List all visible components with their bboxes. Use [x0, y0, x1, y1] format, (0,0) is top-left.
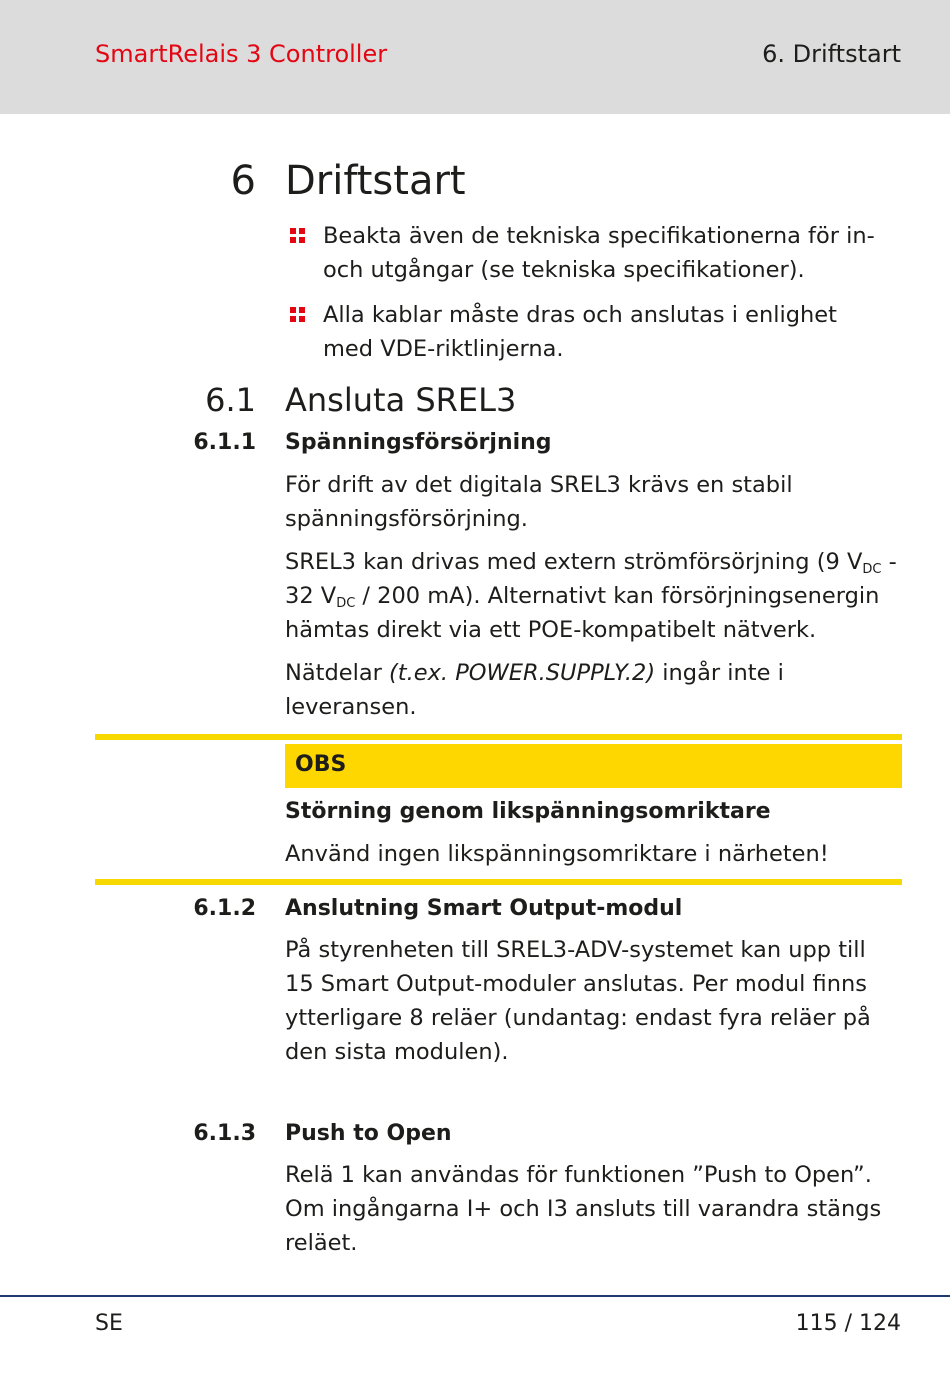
paragraph: Relä 1 kan användas för funktionen ”Push to Open”. Om ingångarna I+ och I3 ansluts till varandra stängs reläet. — [285, 1162, 882, 1256]
page-header — [0, 0, 950, 114]
section-6-1-number: 6.1 — [205, 381, 256, 419]
footer-page-number: 115 / 124 — [795, 1311, 901, 1336]
bullet-icon — [290, 228, 306, 244]
notice-bottom-rule — [95, 879, 902, 885]
bullet-text: Beakta även de tekniska specifikationerna för in- och utgångar (se tekniska specifikationer). — [323, 223, 875, 283]
section-6-1-1-number: 6.1.1 — [193, 430, 256, 455]
notice-label-bar — [285, 744, 902, 788]
paragraph: På styrenheten till SREL3-ADV-systemet kan upp till 15 Smart Output-moduler anslutas. Per modul finns ytterligare 8 reläer (undantag: endast fyra reläer på den sista modulen). — [285, 937, 871, 1065]
section-6-1-3-number: 6.1.3 — [193, 1121, 256, 1146]
text-run: Nätdelar — [285, 660, 390, 686]
notice-text: Använd ingen likspänningsomriktare i närheten! — [285, 841, 829, 867]
paragraph: För drift av det digitala SREL3 krävs en stabil spänningsförsörjning. — [285, 472, 793, 532]
footer-rule — [0, 1295, 950, 1297]
bullet-item — [290, 219, 890, 287]
header-chapter: 6. Driftstart — [762, 40, 901, 68]
section-6-1-3-title: Push to Open — [285, 1121, 452, 1146]
text-run: / 200 mA). Alternativt kan försörjningsenergin hämtas direkt via ett POE-kompatibelt nätverk. — [285, 583, 880, 643]
paragraph — [285, 656, 900, 724]
section-6-1-2-number: 6.1.2 — [193, 896, 256, 921]
paragraph — [285, 545, 900, 647]
notice-top-rule — [95, 734, 902, 740]
subscript: DC — [862, 562, 882, 577]
bullet-text: Alla kablar måste dras och anslutas i enlighet med VDE-riktlinjerna. — [323, 302, 837, 362]
text-run: ingår inte i leveransen. — [285, 660, 784, 720]
notice-title: Störning genom likspänningsomriktare — [285, 799, 771, 824]
subscript: DC — [336, 596, 356, 611]
bullet-item — [290, 298, 890, 366]
section-6-number: 6 — [230, 158, 256, 204]
text-run: - 32 V — [285, 549, 897, 609]
bullet-icon — [290, 307, 306, 323]
section-6-1-2-title: Anslutning Smart Output-modul — [285, 896, 683, 921]
notice-label: OBS — [295, 752, 347, 777]
section-6-title: Driftstart — [285, 158, 466, 204]
section-6-1-title: Ansluta SREL3 — [285, 381, 517, 419]
text-run: SREL3 kan drivas med extern strömförsörjning (9 V — [285, 549, 863, 575]
section-6-1-1-title: Spänningsförsörjning — [285, 430, 552, 455]
italic-text: (t.ex. POWER.SUPPLY.2) — [389, 660, 656, 686]
footer-language: SE — [95, 1311, 123, 1336]
header-brand: SmartRelais 3 Controller — [95, 40, 388, 68]
